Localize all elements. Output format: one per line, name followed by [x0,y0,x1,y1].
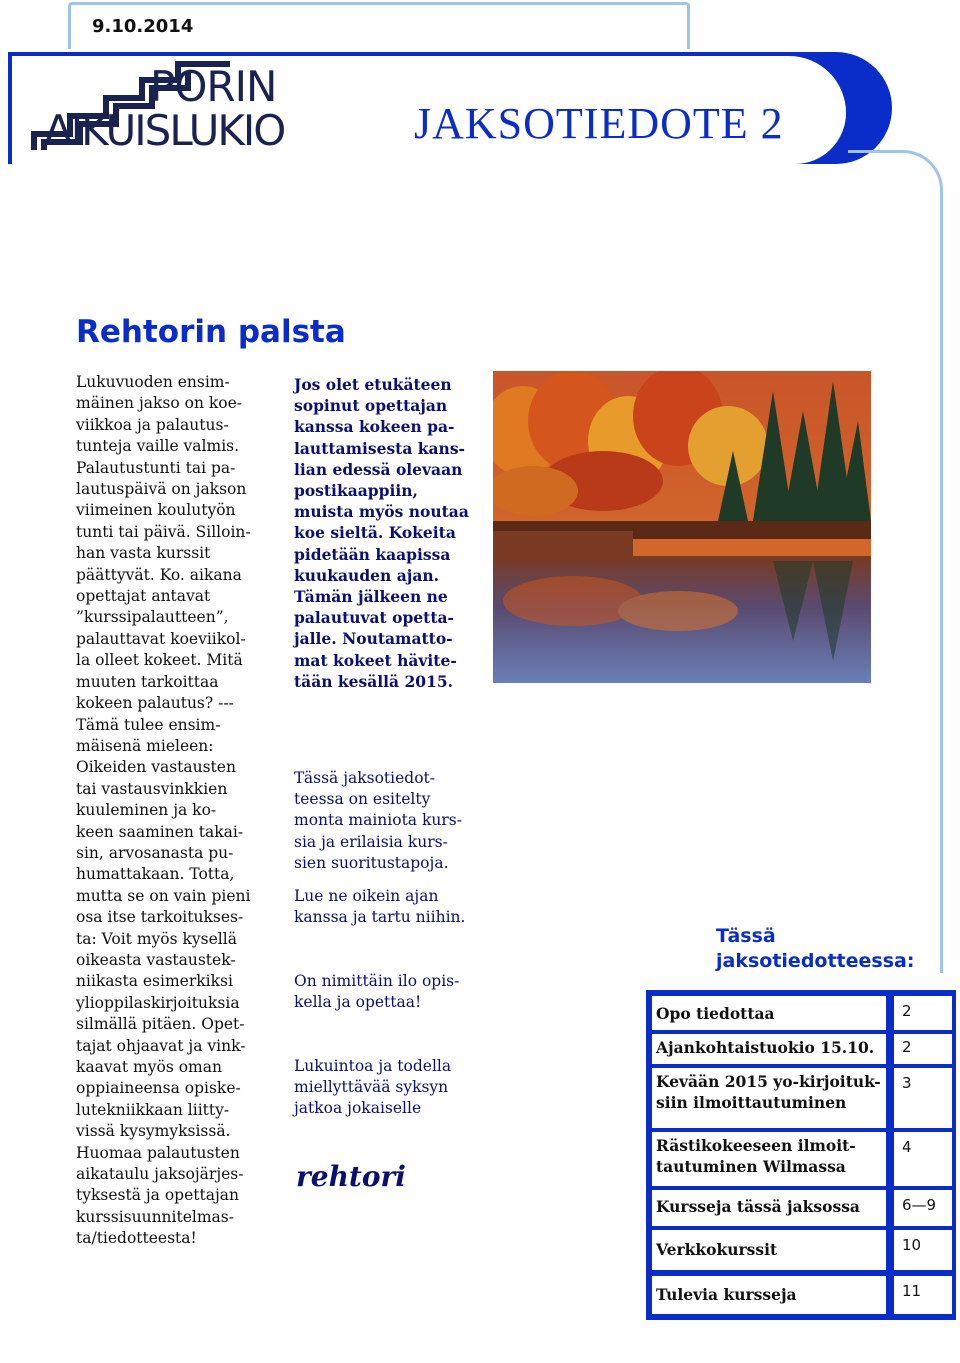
text-line: han vasta kurssit [76,544,211,563]
text-line: tyksestä ja opettajan [76,1186,239,1205]
text-line: aikataulu jaksojärjes- [76,1165,244,1184]
text-line: viimeinen koulutyön [76,501,236,520]
toc-item-page: 2 [894,1034,952,1064]
text-line: kuuleminen ja ko- [76,801,217,820]
text-line: humattakaan. Totta, [76,865,235,884]
text-line: monta mainiota kurs- [294,811,462,830]
toc-item-label[interactable]: Kursseja tässä jaksossa [652,1190,886,1226]
text-line: jalle. Noutamatto- [294,629,453,649]
text-line: Lue ne oikein ajan [294,887,439,905]
text-line: Lukuvuoden ensim- [76,373,230,391]
text-line: lutekniikkaan liitty- [76,1100,230,1119]
text-line: oppiaineensa opiske- [76,1079,241,1098]
text-line: la olleet kokeet. Mitä [76,651,243,670]
text-line: päättyvät. Ko. aikana [76,565,242,584]
toc-heading-line1: Tässä [716,925,776,947]
text-line: koe sieltä. Kokeita [294,523,456,543]
text-line: Tämän jälkeen ne [294,587,448,607]
text-line: mat kokeet hävite- [294,650,457,670]
text-line: Tässä jaksotiedot- [294,769,436,787]
text-line: teessa on esitelty [294,790,431,809]
text-line: lautuspäivä on jakson [76,480,247,499]
text-line: tään kesällä 2015. [294,671,454,691]
text-line: mäinen jakso on koe- [76,394,242,413]
text-line: ta/tiedotteesta! [76,1229,197,1248]
text-line: kella ja opettaa! [294,993,422,1012]
toc-item-label[interactable]: Tulevia kursseja [652,1276,886,1314]
toc-item-page: 2 [894,996,952,1030]
toc-heading-line2: jaksotiedotteessa: [716,950,915,972]
toc-item-page: 4 [894,1132,952,1186]
greeting-paragraph [294,1056,484,1120]
toc-row[interactable] [652,1190,952,1226]
exam-return-notice [294,374,484,692]
text-line: miellyttävää syksyn [294,1078,449,1097]
text-line: Huomaa palautusten [76,1143,240,1162]
toc-item-label[interactable]: Verkkokurssit [652,1230,886,1270]
text-line: Jos olet etukäteen [294,375,452,394]
toc-row[interactable] [652,1034,952,1064]
text-line: kurssisuunnitelmas- [76,1207,234,1226]
text-line: tunteja vaille valmis. [76,437,240,456]
toc-row[interactable] [652,1068,952,1128]
text-line: ylioppilaskirjoituksia [76,993,240,1012]
text-line: sien suoritustapoja. [294,853,449,872]
toc-row[interactable] [652,1230,952,1270]
newsletter-title: JAKSOTIEDOTE 2 [414,99,784,148]
text-line: lauttamisesta kans- [294,438,465,458]
text-line: postikaappiin, [294,481,418,501]
read-paragraph [294,886,484,928]
toc-item-page: 3 [894,1068,952,1128]
text-line: kanssa ja tartu niihin. [294,908,466,927]
text-line: kanssa kokeen pa- [294,417,455,437]
text-line: palauttavat koeviikol- [76,629,246,648]
toc-item-label[interactable]: Rästikokeeseen ilmoit- tautuminen Wilmassa [652,1132,886,1186]
joy-paragraph [294,971,484,1013]
text-line: kokeen palautus? --- [76,694,234,713]
section-title: Rehtorin palsta [76,314,346,350]
toc-row[interactable] [652,1276,952,1314]
text-line: Tämä tulee ensim- [76,715,221,734]
text-line: ta: Voit myös kysellä [76,929,237,948]
text-line: viikkoa ja palautus- [76,415,229,434]
text-line: silmällä pitäen. Opet- [76,1015,245,1034]
toc-item-label[interactable]: Ajankohtaistuokio 15.10. [652,1034,886,1064]
intro-paragraph [294,768,484,874]
text-line: ”kurssipalautteen”, [76,608,229,627]
text-line: mäisenä mieleen: [76,736,214,755]
text-line: tajat ohjaavat ja vink- [76,1036,246,1055]
text-line: opettajat antavat [76,587,211,606]
text-line: muista myös noutaa [294,502,469,522]
text-line: mutta se on vain pieni [76,886,251,905]
signature: rehtori [296,1160,406,1193]
text-line: kuukauden ajan. [294,565,440,585]
principal-column-text [76,372,266,1250]
text-line: Palautustunti tai pa- [76,458,236,477]
logo-text-aikuislukio: AIKUISLUKIO [44,106,285,155]
toc-heading [716,924,936,974]
toc-item-label[interactable]: Opo tiedottaa [652,996,886,1030]
text-line: sia ja erilaisia kurs- [294,832,448,851]
toc-item-label[interactable]: Kevään 2015 yo-kirjoituk- siin ilmoittautuminen [652,1068,886,1128]
text-line: Lukuintoa ja todella [294,1057,452,1075]
text-line: osa itse tarkoitukses- [76,908,244,927]
logo-text-porin: PORIN [150,62,277,111]
toc-row[interactable] [652,1132,952,1186]
text-line: oikeasta vastaustek- [76,950,236,969]
text-line: jatkoa jokaiselle [294,1099,422,1118]
toc-item-page: 11 [894,1276,952,1314]
issue-date: 9.10.2014 [92,16,194,37]
text-line: niikasta esimerkiksi [76,972,233,991]
text-line: sin, arvosanasta pu- [76,843,234,862]
autumn-lake-photo [493,371,871,683]
text-line: pidetään kaapissa [294,544,451,564]
text-line: tai vastausvinkkien [76,779,228,798]
text-line: Oikeiden vastausten [76,758,236,777]
text-line: lian edessä olevaan [294,459,463,479]
text-line: On nimittäin ilo opis- [294,972,460,990]
text-line: tunti tai päivä. Silloin- [76,522,251,541]
text-line: keen saaminen takai- [76,822,244,841]
toc-item-page: 6—9 [894,1190,952,1226]
toc-row[interactable] [652,996,952,1030]
text-line: sopinut opettajan [294,396,448,416]
toc-table [646,990,956,1320]
text-line: kaavat myös oman [76,1058,222,1076]
toc-item-page: 10 [894,1230,952,1270]
text-line: muuten tarkoittaa [76,672,219,691]
text-line: vissä kysymyksissä. [76,1122,231,1141]
text-line: palautuvat opetta- [294,608,454,628]
